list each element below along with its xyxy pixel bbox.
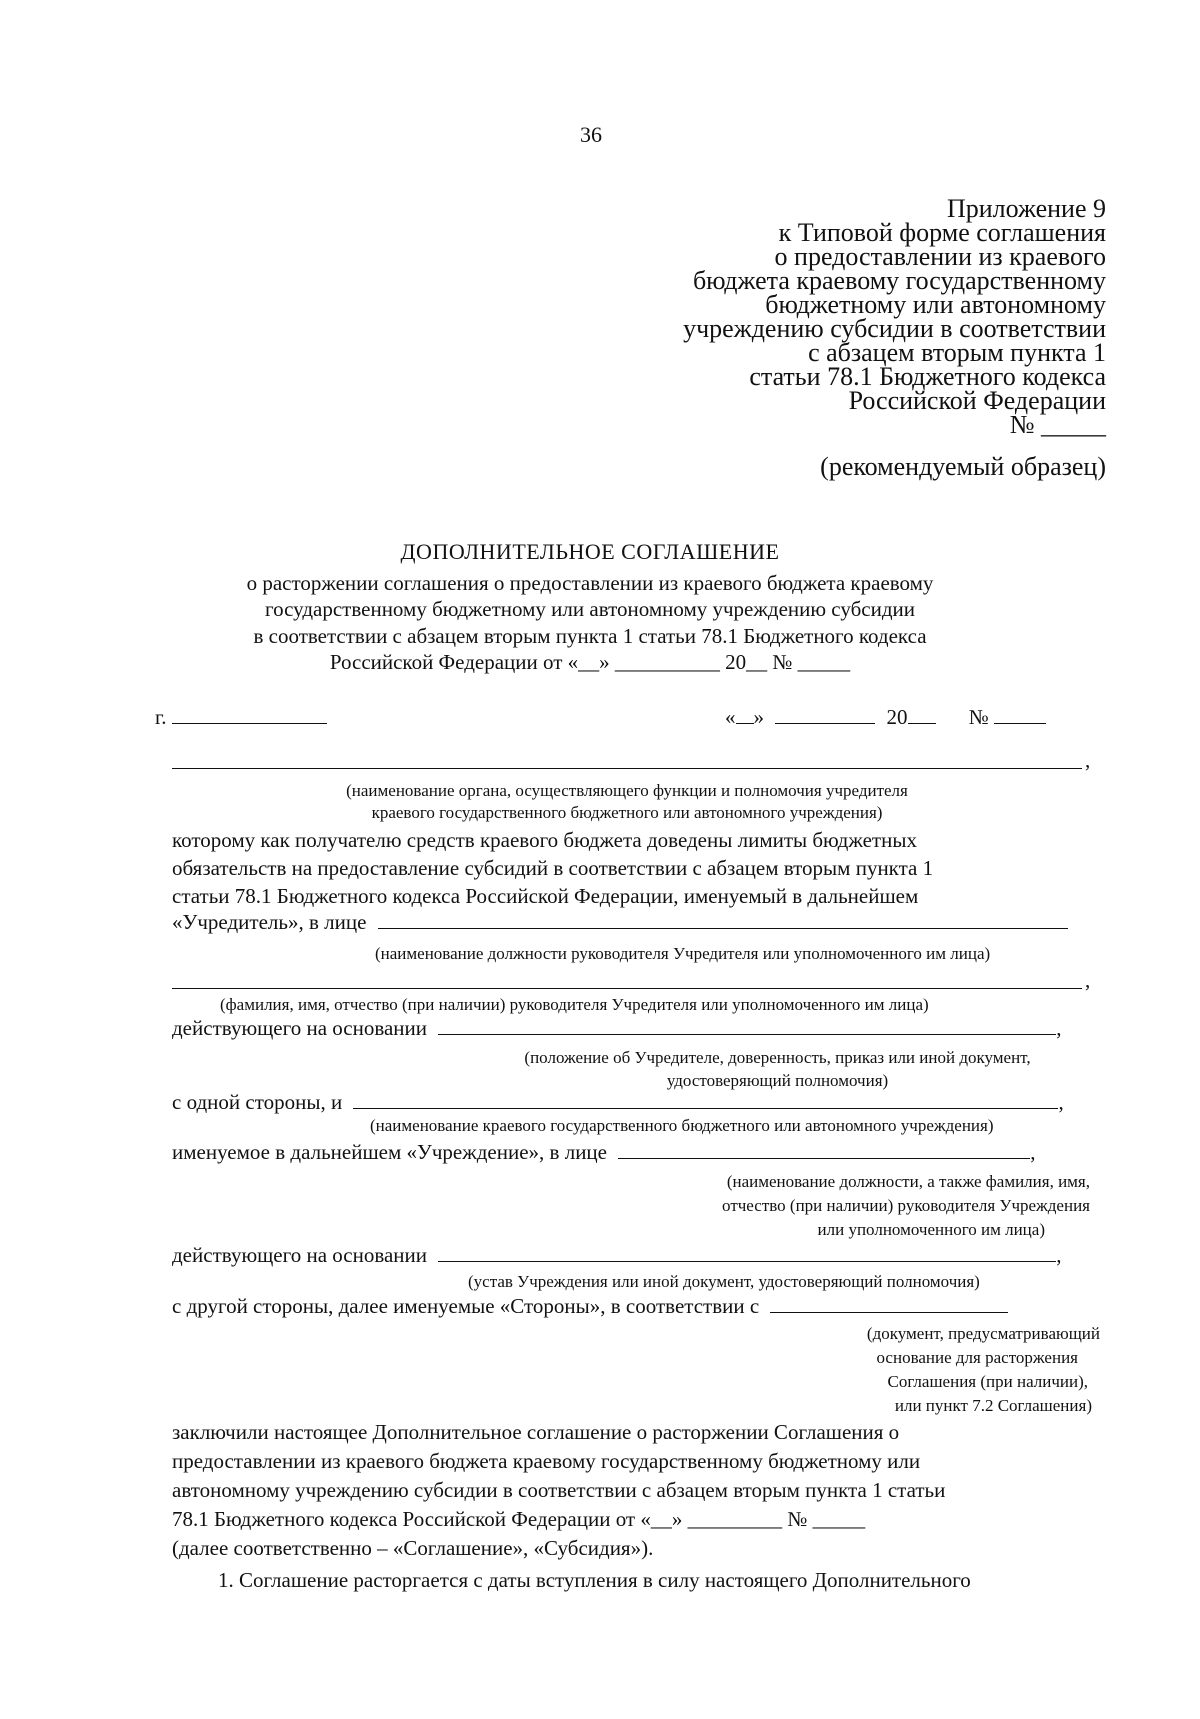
number-sign: № [968, 705, 989, 729]
paragraph-line: 78.1 Бюджетного кодекса Российской Федерации от «__» _________ № _____ [172, 1507, 866, 1531]
institution-name-row [172, 1090, 1064, 1115]
caption-line: удостоверяющий полномочия) [666, 1071, 889, 1090]
institution-name-blank [353, 1108, 1058, 1109]
appendix-line: Российской Федерации [848, 386, 1106, 415]
founder-name-line [172, 768, 1082, 769]
title-line: Российской Федерации от «__» __________ 20__ № _____ [329, 650, 851, 674]
caption-line: или уполномоченного им лица) [817, 1220, 1045, 1239]
basis-document-blank [770, 1312, 1008, 1313]
month-blank [775, 723, 875, 724]
appendix-line: статьи 78.1 Бюджетного кодекса [749, 362, 1106, 391]
institution-basis-caption: (устав Учреждения или иной документ, удостоверяющий полномочия) [468, 1272, 980, 1291]
quote-open: « [725, 705, 736, 729]
caption-line: краевого государственного бюджетного или автономного учреждения) [371, 803, 883, 822]
institution-in-person-label: именуемое в дальнейшем «Учреждение», в лице [172, 1140, 607, 1164]
appendix-line: бюджетному или автономному [765, 290, 1106, 319]
conclusion-paragraph [172, 1418, 1107, 1563]
title-line: в соответствии с абзацем вторым пункта 1 статьи 78.1 Бюджетного кодекса [253, 623, 927, 648]
founder-paragraph [172, 826, 1104, 910]
agreement-title [160, 539, 1020, 676]
caption-line: (наименование органа, осуществляющего функции и полномочия учредителя [346, 781, 908, 800]
institution-name-caption: (наименование краевого государственного бюджетного или автономного учреждения) [370, 1116, 994, 1135]
institution-basis-blank [438, 1261, 1056, 1262]
page-number: 36 [580, 122, 602, 147]
founder-in-person-row [172, 910, 1068, 935]
paragraph-line: заключили настоящее Дополнительное соглашение о расторжении Соглашения о [172, 1420, 900, 1444]
founder-name-caption [172, 780, 1082, 824]
appendix-header [546, 194, 1106, 481]
caption-line: отчество (при наличии) руководителя Учреждения [722, 1196, 1090, 1215]
paragraph-line: автономному учреждению субсидии в соответствии с абзацем вторым пункта 1 статьи [172, 1478, 946, 1502]
paragraph-line: обязательств на предоставление субсидий в соответствии с абзацем вторым пункта 1 [172, 856, 934, 880]
founder-basis-blank [438, 1034, 1056, 1035]
appendix-line: к Типовой форме соглашения [778, 218, 1106, 247]
other-side-label: с другой стороны, далее именуемые «Стороны», в соответствии с [172, 1294, 760, 1318]
founder-in-person-label: «Учредитель», в лице [172, 910, 367, 934]
caption-line: Соглашения (при наличии), [887, 1372, 1088, 1391]
comma: , [1056, 1243, 1062, 1267]
recommended-sample-note: (рекомендуемый образец) [820, 452, 1106, 481]
caption-line: (наименование должности, а также фамилия, имя, [726, 1172, 1090, 1191]
institution-basis-label: действующего на основании [172, 1243, 428, 1267]
year-blank [908, 723, 936, 724]
day-blank [736, 723, 754, 724]
one-side-label: с одной стороны, и [172, 1090, 343, 1114]
title-line: государственному бюджетному или автономному учреждению субсидии [265, 597, 915, 621]
city-blank [172, 723, 327, 724]
caption-line: (документ, предусматривающий [866, 1324, 1100, 1343]
number-blank [994, 723, 1046, 724]
appendix-line: Приложение 9 [946, 194, 1106, 223]
institution-basis-row [172, 1243, 1062, 1268]
founder-basis-label: действующего на основании [172, 1016, 428, 1040]
city-field [155, 705, 327, 730]
paragraph-line: статьи 78.1 Бюджетного кодекса Российской Федерации, именуемый в дальнейшем [172, 884, 919, 908]
founder-person-caption: (фамилия, имя, отчество (при наличии) руководителя Учредителя или уполномоченного им лица) [220, 995, 929, 1014]
year-prefix: 20 [886, 705, 908, 729]
institution-in-person-row [172, 1140, 1036, 1165]
title-line: о расторжении соглашения о предоставлении из краевого бюджета краевому [246, 570, 934, 595]
other-side-row [172, 1294, 1008, 1319]
comma: , [1030, 1140, 1036, 1164]
founder-person-line [172, 988, 1082, 989]
appendix-line: учреждению субсидии в соответствии [683, 314, 1106, 343]
paragraph-line: (далее соответственно – «Соглашение», «Субсидия»). [172, 1536, 654, 1560]
founder-basis-row [172, 1016, 1062, 1041]
paragraph-line: которому как получателю средств краевого бюджета доведены лимиты бюджетных [172, 828, 917, 852]
appendix-line: № _____ [1009, 410, 1106, 439]
comma: , [1056, 1016, 1062, 1040]
city-prefix: г. [155, 705, 167, 729]
appendix-line: бюджета краевому государственному [692, 266, 1106, 295]
caption-line: основание для расторжения [876, 1348, 1078, 1367]
date-number-field [725, 705, 1046, 730]
caption-line: или пункт 7.2 Соглашения) [894, 1396, 1092, 1415]
appendix-line: о предоставлении из краевого [774, 242, 1106, 271]
institution-person-caption [670, 1170, 1090, 1242]
founder-basis-caption [470, 1046, 1085, 1092]
appendix-line: с абзацем вторым пункта 1 [808, 338, 1106, 367]
founder-position-blank [378, 928, 1068, 929]
comma: , [1085, 968, 1091, 992]
clause-1: 1. Соглашение расторгается с даты вступления в силу настоящего Дополнительного [218, 1568, 971, 1592]
agreement-heading: ДОПОЛНИТЕЛЬНОЕ СОГЛАШЕНИЕ [400, 539, 780, 564]
founder-position-caption: (наименование должности руководителя Учредителя или уполномоченного им лица) [375, 944, 991, 963]
caption-line: (положение об Учредителе, доверенность, приказ или иной документ, [524, 1048, 1031, 1067]
institution-person-blank [618, 1158, 1030, 1159]
basis-document-caption [780, 1322, 1100, 1418]
comma: , [1058, 1090, 1064, 1114]
quote-close: » [753, 705, 764, 729]
paragraph-line: предоставлении из краевого бюджета краевому государственному бюджетному или [172, 1449, 921, 1473]
comma: , [1085, 748, 1091, 772]
